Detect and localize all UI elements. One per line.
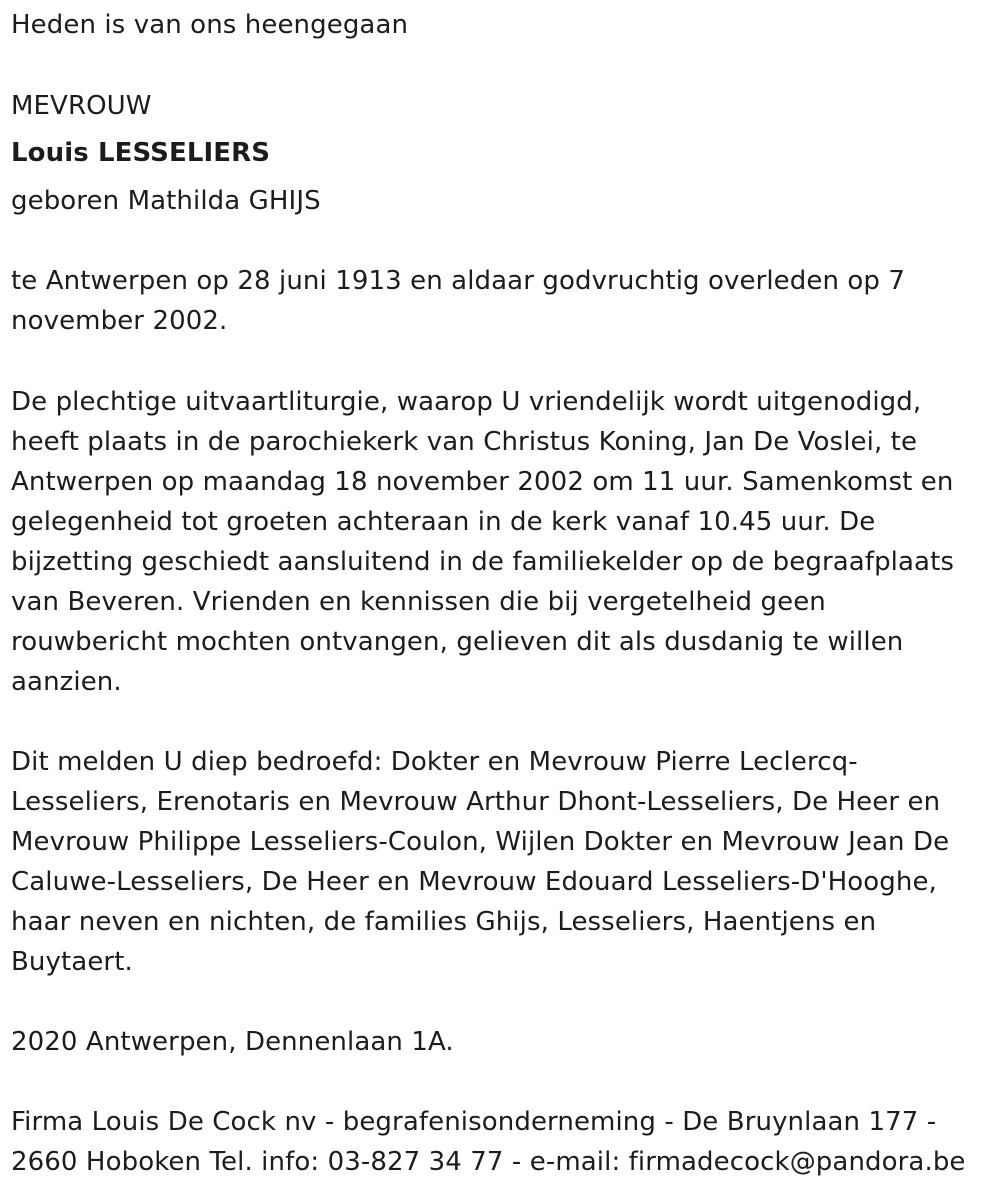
family-paragraph: Dit melden U diep bedroefd: Dokter en Mevrouw Pierre Leclercq-Lesseliers, Erenotaris en Mevrouw Arthur Dhont-Lesseliers, De Heer en Mevrouw Philippe Lesseliers-Coulon, Wijlen Dokter en Mevrouw Jean De Caluwe-Lesseliers, De Heer en Mevrouw Edouard Lesseliers-D'Hooghe, haar neven en nichten, de families Ghijs, Lesseliers, Haentjens en Buytaert. — [11, 747, 950, 977]
born-name: geboren Mathilda GHIJS — [11, 186, 321, 216]
ceremony-paragraph: De plechtige uitvaartliturgie, waarop U vriendelijk wordt uitgenodigd, heeft plaats in de parochiekerk van Christus Koning, Jan De Voslei, te Antwerpen op maandag 18 november 2002 om 11 uur. Samenkomst en gelegenheid tot groeten achteraan in de kerk vanaf 10.45 uur. De bijzetting geschiedt aansluitend in de familiekelder op de begraafplaats van Beveren. Vrienden en kennissen die bij vergetelheid geen rouwbericht mochten ontvangen, gelieven dit als dusdanig te willen aanzien. — [11, 387, 955, 697]
birth-death-paragraph: te Antwerpen op 28 juni 1913 en aldaar godvruchtig overleden op 7 november 2002. — [11, 266, 906, 336]
address-paragraph: 2020 Antwerpen, Dennenlaan 1A. — [11, 1027, 454, 1057]
honorific: MEVROUW — [11, 91, 152, 121]
intro-text: Heden is van ons heengegaan — [11, 10, 409, 40]
undertaker-paragraph: Firma Louis De Cock nv - begrafenisonderneming - De Bruynlaan 177 - 2660 Hoboken Tel. info: 03-827 34 77 - e-mail: firmadecock@pandora.be — [11, 1107, 966, 1177]
deceased-name: Louis LESSELIERS — [11, 138, 271, 168]
